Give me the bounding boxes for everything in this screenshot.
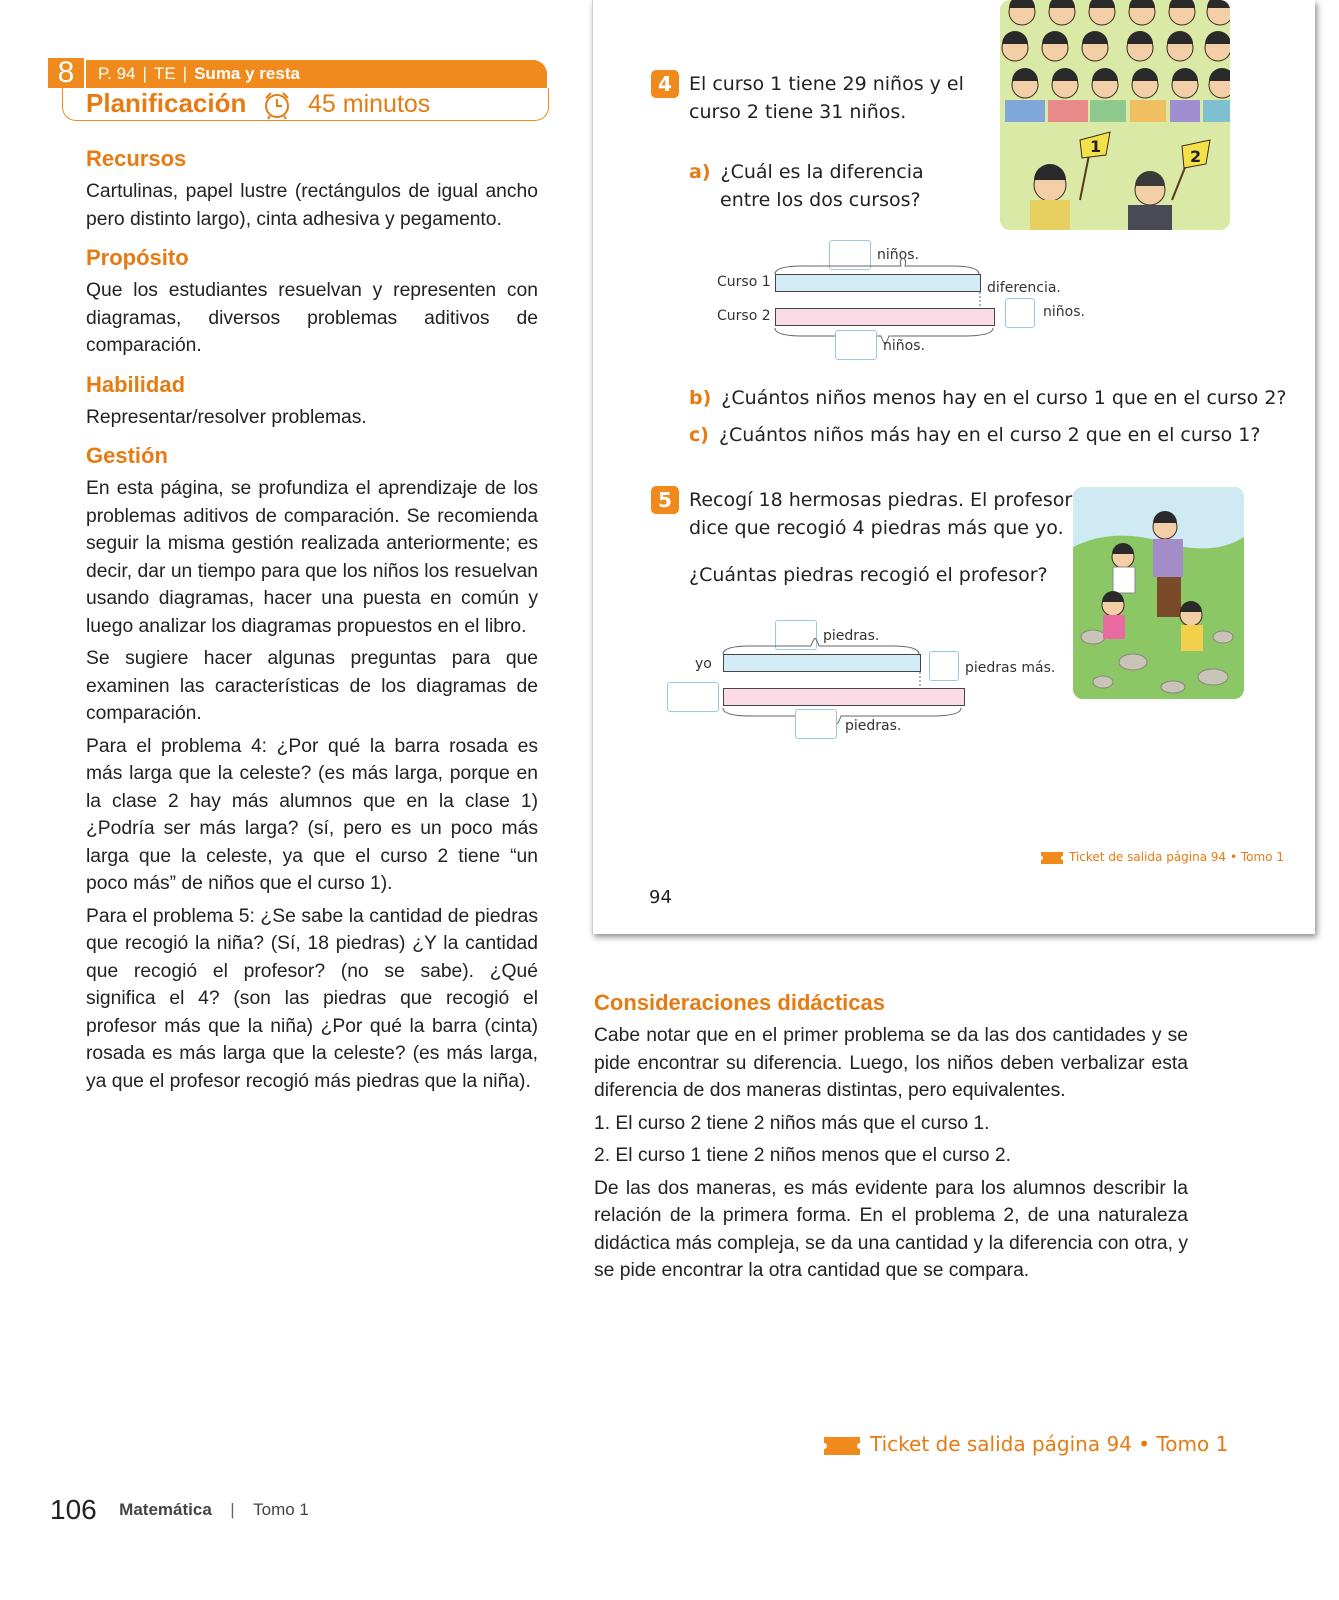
- stones-illustration: [1073, 487, 1244, 699]
- diagram-label-diferencia: diferencia.: [987, 280, 1061, 296]
- diagram-label-ninos-bottom: niños.: [883, 338, 925, 354]
- difference-dashes-5: [919, 672, 929, 688]
- sub-label: b): [689, 387, 712, 409]
- sub-label: a): [689, 161, 711, 183]
- alarm-clock-icon: [262, 90, 292, 120]
- problem-5-question: ¿Cuántas piedras recogió el profesor?: [689, 564, 1048, 586]
- bar-yo: [723, 654, 921, 672]
- ticket-small-label: Ticket de salida página 94 • Tomo 1: [1069, 850, 1284, 864]
- plan-title: Planificación: [86, 88, 247, 118]
- flag-2-label: 2: [1190, 147, 1202, 166]
- diagram-label-piedras-bottom: piedras.: [845, 718, 902, 734]
- footer-separator: |: [230, 1500, 235, 1519]
- diagram-label-curso-2: Curso 2: [717, 308, 771, 324]
- diagram-label-piedras-top: piedras.: [823, 628, 880, 644]
- subject-label: Matemática: [119, 1500, 212, 1519]
- problem-4-line-1: El curso 1 tiene 29 niños y el: [689, 73, 964, 95]
- topic-label: Suma y resta: [194, 64, 300, 83]
- section-title: Consideraciones didácticas: [594, 990, 885, 1015]
- ticket-exit: [824, 1432, 1228, 1456]
- section-proposito: [86, 245, 538, 360]
- bar-curso-2: [775, 308, 995, 326]
- book-page-number: 94: [649, 887, 672, 908]
- te-label: TE: [153, 64, 176, 83]
- section-title: Habilidad: [86, 371, 186, 397]
- problem-5-line-1: Recogí 18 hermosas piedras. El profesor: [689, 489, 1073, 511]
- section-text: Cartulinas, papel lustre (rectángulos de igual ancho pero distinto largo), cinta adhesiva y pegamento.: [86, 181, 538, 230]
- difference-dashes: [979, 292, 999, 306]
- section-recursos: [86, 146, 538, 233]
- list-item: 1. El curso 2 tiene 2 niños más que el curso 1.: [594, 1112, 990, 1134]
- problem-4c-text: ¿Cuántos niños más hay en el curso 2 que en el curso 1?: [718, 424, 1261, 446]
- section-text: En esta página, se profundiza el aprendizaje de los problemas aditivos de comparación. Se recomienda seguir la misma gestión realizada anteriormente; es decir, dar un tiempo para que los niños los resuelvan usando diagramas, hacer una puesta en común y luego analizar los diagramas propuestos en el libro.: [86, 478, 538, 637]
- section-gestion: [86, 443, 538, 1095]
- problem-4b-text: ¿Cuántos niños menos hay en el curso 1 que en el curso 2?: [721, 387, 1287, 409]
- bar-curso-1: [775, 274, 981, 292]
- answer-box-piedras-mas[interactable]: [929, 651, 959, 681]
- section-title: Recursos: [86, 146, 187, 171]
- diagram-label-curso-1: Curso 1: [717, 274, 771, 290]
- diagram-label-yo: yo: [695, 656, 712, 672]
- answer-box-profesor-total[interactable]: [795, 709, 837, 739]
- section-text: Cabe notar que en el primer problema se da las dos cantidades y se pide encontrar su diferencia. Luego, los niños deben verbalizar esta diferencia de dos maneras distintas, pero equivalentes.: [594, 1025, 1188, 1101]
- section-title: Gestión: [86, 443, 168, 468]
- problem-4a-line-2: entre los dos cursos?: [720, 189, 921, 211]
- answer-box-profesor-label[interactable]: [667, 682, 719, 712]
- volume-label: Tomo 1: [253, 1500, 309, 1519]
- problem-4c: [689, 421, 1260, 449]
- flag-1-label: 1: [1090, 137, 1102, 156]
- ticket-label: Ticket de salida página 94 • Tomo 1: [870, 1432, 1229, 1456]
- diagram-label-ninos-right: niños.: [1043, 304, 1085, 320]
- children-flags-icon: [1000, 0, 1230, 230]
- textbook-page: [592, 0, 1315, 934]
- problem-4-number: 4: [651, 70, 679, 98]
- collecting-stones-icon: [1073, 487, 1244, 699]
- section-habilidad: [86, 372, 538, 432]
- page-number: 106: [50, 1494, 97, 1525]
- diagram-label-ninos-top: niños.: [877, 247, 919, 263]
- section-text: De las dos maneras, es más evidente para los alumnos describir la relación de la primera forma. En el problema 2, de una naturaleza didáctica más compleja, se da una cantidad y la diferencia con otra, y se pide encontrar la otra cantidad que se compara.: [594, 1177, 1188, 1281]
- ticket-icon: [1041, 852, 1063, 864]
- unit-number: 8: [48, 58, 86, 88]
- section-text: Se sugiere hacer algunas preguntas para que examinen las características de los diagramas de comparación.: [86, 648, 538, 724]
- diagram-label-piedras-mas: piedras más.: [965, 660, 1056, 676]
- problem-5-line-2: dice que recogió 4 piedras más que yo.: [689, 517, 1064, 539]
- list-item: 2. El curso 1 tiene 2 niños menos que el curso 2.: [594, 1145, 1011, 1166]
- problem-5-number: 5: [651, 486, 679, 514]
- ticket-icon: [824, 1437, 860, 1455]
- section-text: Para el problema 4: ¿Por qué la barra rosada es más larga que la celeste? (es más larga, porque en la clase 2 hay más alumnos que en la clase 1) ¿Podría ser más larga? (sí, pero es un poco más larga que la celeste, ya que el curso 2 tiene “un poco más” de niños que el curso 1).: [86, 735, 538, 894]
- problem-4a: [689, 158, 924, 186]
- section-text: Que los estudiantes resuelvan y representen con diagramas, diversos problemas aditivos de comparación.: [86, 280, 538, 356]
- answer-box-total-curso-2[interactable]: [835, 330, 877, 360]
- header-reference: P. 94 | TE | Suma y resta: [98, 64, 300, 83]
- problem-4a-line-1: ¿Cuál es la diferencia: [720, 161, 924, 183]
- section-text: Representar/resolver problemas.: [86, 406, 367, 428]
- considerations-section: [594, 990, 1188, 1290]
- answer-box-difference[interactable]: [1005, 298, 1035, 328]
- bar-profesor: [723, 688, 965, 706]
- page-footer: [50, 1494, 309, 1526]
- classroom-illustration: [1000, 0, 1230, 230]
- problem-4b: [689, 384, 1287, 412]
- section-title: Propósito: [86, 245, 189, 270]
- problem-4-line-2: curso 2 tiene 31 niños.: [689, 101, 907, 123]
- planning-column: [86, 146, 538, 1107]
- duration: 45 minutos: [308, 90, 431, 118]
- sub-label: c): [689, 424, 709, 446]
- section-text: Para el problema 5: ¿Se sabe la cantidad de piedras que recogió la niña? (Sí, 18 piedras) ¿Y la cantidad que recogió el profesor? (no se sabe). ¿Qué significa el 4? (son las piedras que recogió el profesor más que la niña) ¿Por qué la barra (cinta) rosada es más larga que la celeste? (es más larga, ya que el profesor recogió más piedras que la niña).: [86, 905, 538, 1092]
- page-ref: P. 94: [98, 64, 136, 83]
- lesson-header: [48, 58, 548, 124]
